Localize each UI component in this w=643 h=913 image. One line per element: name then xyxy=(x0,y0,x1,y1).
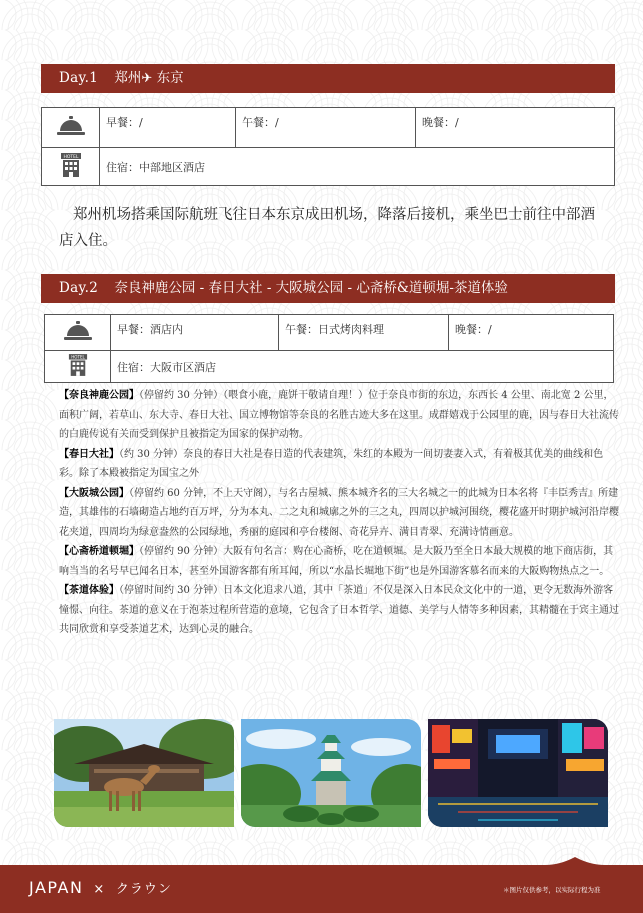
cloche-icon xyxy=(63,320,93,342)
day2-dinner-cell xyxy=(449,315,614,351)
dotonbori-night-photo xyxy=(428,719,608,827)
section-text: （停留约 60 分钟，不上天守阁），与名古屋城、熊本城齐名的三大名城之一的此城为日本名将『丰臣秀吉』所建造，其雄伟的石墙砌造占地约百万坪，分为本丸、二之丸和城廓之外的三之丸，四周以护城河围绕，樱花盛开时期护城河沿岸樱花夹道，四周均为绿意盎然的公园绿地，秀丽的庭园和亭台楼阁、奇花异卉、满目青翠、充满诗情画意。 xyxy=(59,487,619,538)
footer-brand xyxy=(29,878,172,897)
day2-sections xyxy=(59,386,619,640)
section-text: （停留约 90 分钟）大阪有句名言：购在心斋桥，吃在道顿堀。是大阪乃至全日本最大规模的地下商店街，其响当当的名号早已闻名日本，甚至外国游客都有所耳闻，所以“水晶长堀地下街”也是外国游客慕名而来的大阪购物热点之一。 xyxy=(59,546,614,577)
day1-dinner: 晚餐：/ xyxy=(422,116,459,129)
day2-lunch-cell xyxy=(279,315,449,351)
day2-breakfast: 早餐：酒店内 xyxy=(117,323,183,336)
osaka-castle-photo xyxy=(241,719,421,827)
day1-lunch-cell xyxy=(236,108,416,148)
day1-route-to: 东京 xyxy=(156,70,184,86)
day1-label: Day.1 xyxy=(59,70,99,86)
day2-hotel: 住宿：大阪市区酒店 xyxy=(117,360,216,374)
day2-title: 奈良神鹿公园 - 春日大社 - 大阪城公园 - 心斋桥&道顿堀-茶道体验 xyxy=(114,280,508,296)
day1-dinner-cell xyxy=(416,108,615,148)
day2-header xyxy=(41,274,615,303)
section-text: （约 30 分钟）奈良的春日大社是春日造的代表建筑，朱红的本殿为一间切妻妻入式，有着极其优美的曲线和色彩。除了本殿被指定为国宝之外 xyxy=(59,448,604,479)
brand-kana: クラウン xyxy=(115,882,172,897)
day1-info-table xyxy=(41,107,615,186)
hotel-icon xyxy=(68,353,88,377)
day2-hotel-cell xyxy=(111,351,614,383)
section-title: 【大阪城公园】 xyxy=(59,487,129,499)
section-nara xyxy=(59,386,619,445)
hotel-icon xyxy=(60,152,82,178)
hotel-icon-cell xyxy=(45,351,111,383)
section-title: 【茶道体验】 xyxy=(59,585,119,596)
hotel-sign-text: HOTEL xyxy=(70,354,85,360)
section-text: （停留约 30 分钟）（喂食小鹿，鹿饼干敬请自理！）位于奈良市街的东边，东西长 4 公里、南北宽 2 公里，面积广阔，若草山、东大寺、春日大社、国立博物馆等奈良的名胜古迹大多在这里。成群嬉戏于公园里的鹿，因与春日大社流传的白鹿传说有关而受到保护且被指定为国家的保护动物。 xyxy=(59,390,619,440)
day1-route-from: 郑州 xyxy=(114,70,142,86)
day1-hotel-cell xyxy=(100,148,615,186)
day1-breakfast-cell xyxy=(100,108,236,148)
cloche-icon xyxy=(56,115,86,137)
meal-icon-cell xyxy=(45,315,111,351)
day2-lunch: 午餐：日式烤肉料理 xyxy=(285,323,384,336)
hotel-icon-cell xyxy=(42,148,100,186)
section-kasuga xyxy=(59,445,619,484)
day2-info-table xyxy=(44,314,614,383)
day1-lunch: 午餐：/ xyxy=(242,116,279,129)
day2-label: Day.2 xyxy=(59,280,99,296)
day1-breakfast: 早餐：/ xyxy=(106,116,143,129)
section-tea xyxy=(59,581,619,640)
brand-separator: × xyxy=(93,882,106,897)
section-text: （停留时间约 30 分钟）日本文化追求八道，其中「茶道」不仅是深入日本民众文化中的一道，更令无数海外游客憧憬、向往。茶道的意义在于泡茶过程所营造的意境，它包含了日本哲学、道德、美学与人情等多种因素，其精髓在于宾主通过共同欣赏和享受茶道艺术，达到心灵的融合。 xyxy=(59,585,619,635)
footer-note: ＊图片仅供参考，以实际行程为准 xyxy=(503,886,601,894)
hotel-sign-text: HOTEL xyxy=(62,155,79,160)
brand-name: JAPAN xyxy=(29,878,84,897)
nara-deer-photo xyxy=(54,719,234,827)
day1-hotel: 住宿：中部地区酒店 xyxy=(106,160,205,174)
day1-header xyxy=(41,64,615,93)
meal-icon-cell xyxy=(42,108,100,148)
section-title: 【奈良神鹿公园】 xyxy=(59,390,139,401)
day2-breakfast-cell xyxy=(111,315,279,351)
day1-description: 郑州机场搭乘国际航班飞往日本东京成田机场，降落后接机，乘坐巴士前往中部酒店入住。 xyxy=(59,207,595,249)
day2-dinner: 晚餐：/ xyxy=(455,323,492,336)
section-title: 【心斋桥道顿堀】 xyxy=(59,546,139,557)
section-osaka-castle xyxy=(59,484,619,543)
plane-icon: ✈ xyxy=(141,71,153,86)
section-title: 【春日大社】 xyxy=(59,448,119,460)
section-shinsaibashi xyxy=(59,542,619,581)
